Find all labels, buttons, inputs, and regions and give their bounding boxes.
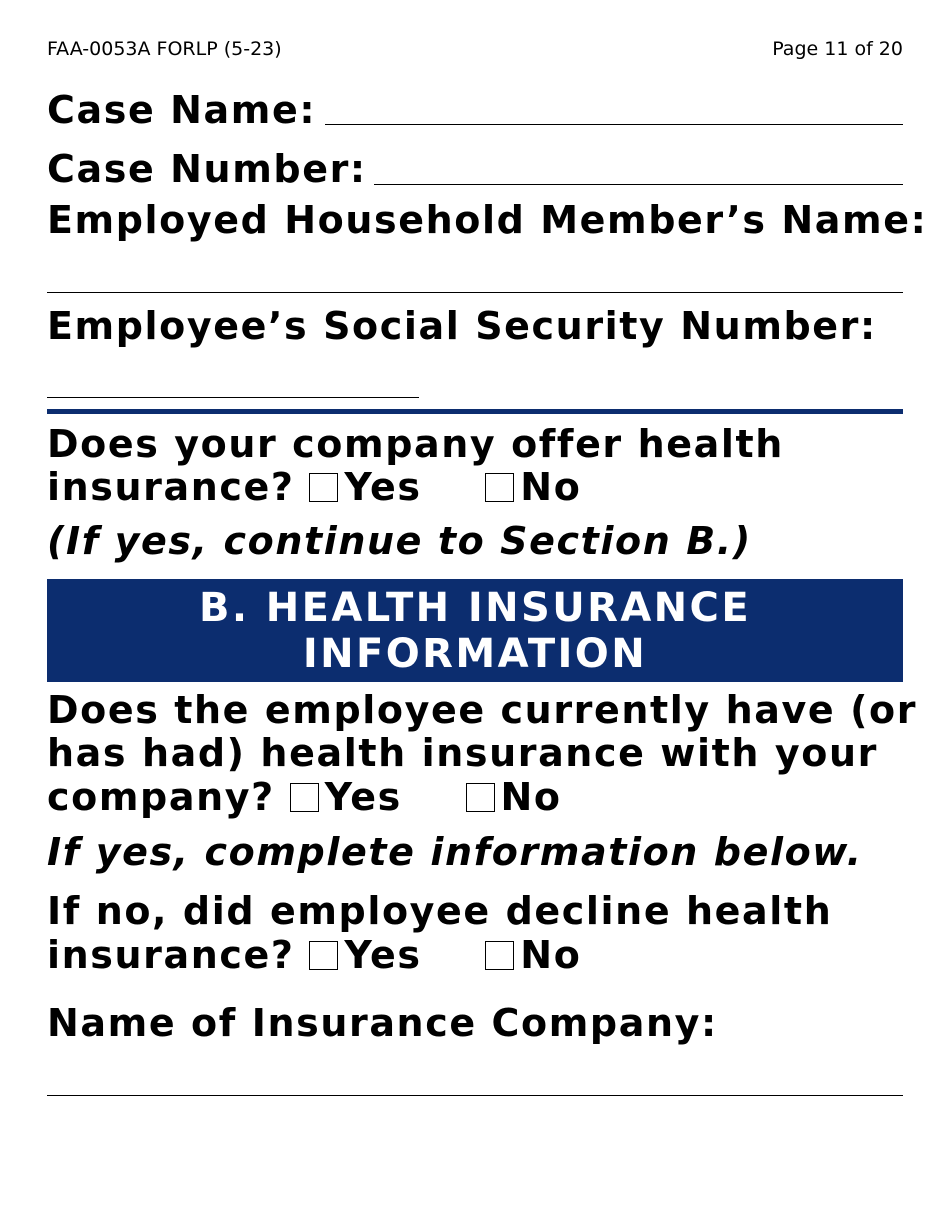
current-question-line2: has had) health insurance with your [47,731,878,775]
section-b-banner [47,579,903,682]
current-yes-label: Yes [324,775,402,819]
offer-yes-label: Yes [344,465,422,509]
offer-question-line2 [47,465,581,509]
ssn-label: Employee’s Social Security Number: [47,304,877,348]
case-number-field[interactable] [374,184,903,185]
decline-no-checkbox[interactable] [485,941,514,970]
decline-yes-checkbox[interactable] [309,941,338,970]
section-divider [47,409,903,414]
offer-yes-checkbox[interactable] [309,473,338,502]
decline-question-line1: If no, did employee decline health [47,889,833,933]
section-b-title-line2: INFORMATION [302,631,648,677]
case-name-field[interactable] [325,124,903,125]
current-yes-checkbox[interactable] [290,783,319,812]
offer-question-line1: Does your company offer health [47,422,784,466]
insurance-company-label: Name of Insurance Company: [47,1001,718,1045]
current-question-line1: Does the employee currently have (or [47,688,918,732]
decline-question-label: insurance? [47,933,295,977]
current-question-label: company? [47,775,275,819]
form-id: FAA-0053A FORLP (5-23) [47,38,282,60]
current-no-label: No [500,775,562,819]
case-name-label: Case Name: [47,88,317,132]
decline-no-label: No [520,933,582,977]
employed-member-label: Employed Household Member’s Name: [47,198,928,242]
decline-question-line2 [47,933,581,977]
insurance-company-field[interactable] [47,1095,903,1096]
page-indicator: Page 11 of 20 [772,38,903,60]
current-no-checkbox[interactable] [466,783,495,812]
offer-note: (If yes, continue to Section B.) [47,519,752,563]
section-b-title-line1: B. HEALTH INSURANCE [198,585,752,631]
case-number-label: Case Number: [47,147,367,191]
decline-yes-label: Yes [344,933,422,977]
employed-member-field[interactable] [47,292,903,293]
offer-no-checkbox[interactable] [485,473,514,502]
current-note: If yes, complete information below. [47,830,863,874]
offer-question-label: insurance? [47,465,295,509]
offer-no-label: No [520,465,582,509]
ssn-field[interactable] [47,397,419,398]
current-question-line3 [47,775,562,819]
